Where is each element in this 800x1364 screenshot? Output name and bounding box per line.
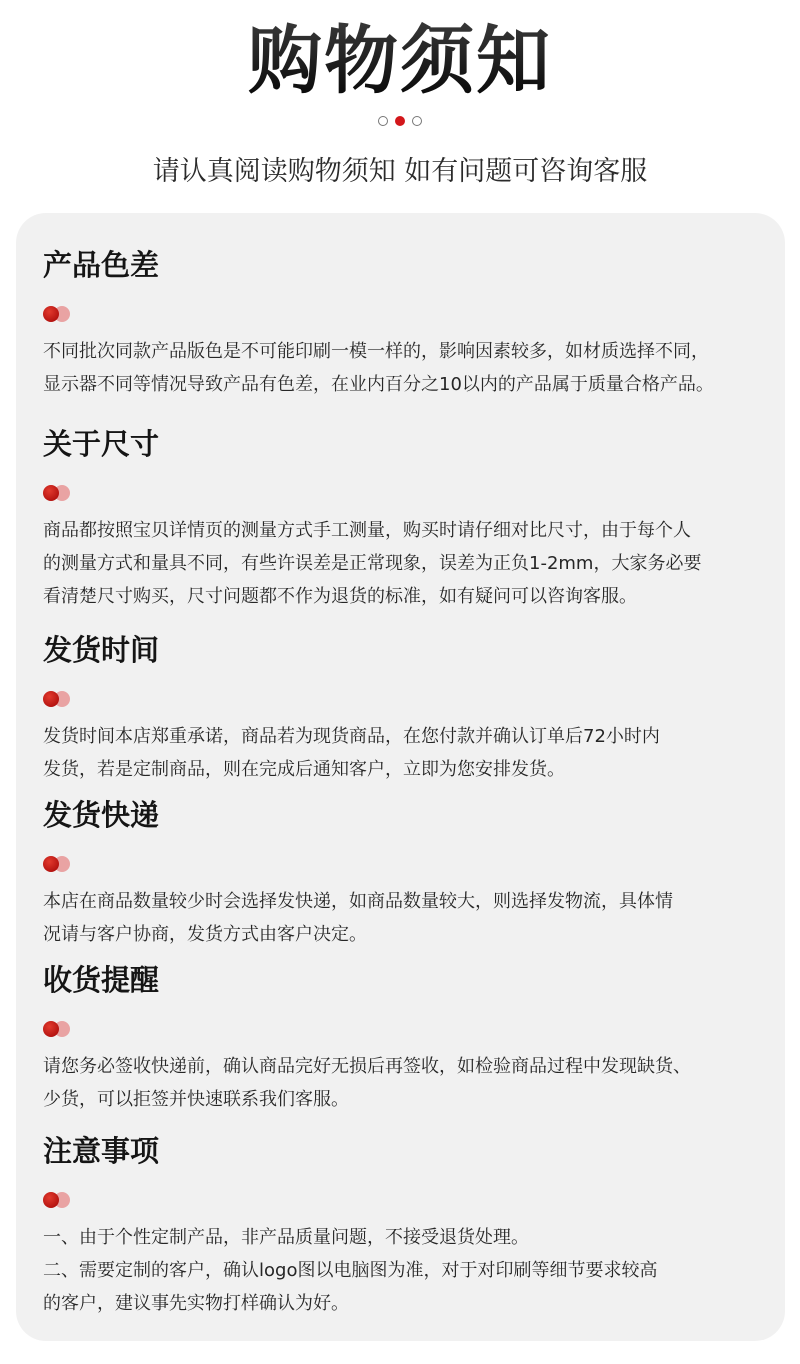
section-title: 发货时间 xyxy=(43,633,160,667)
bullet-dots-icon xyxy=(43,482,77,502)
section-line: 一、由于个性定制产品，非产品质量问题，不接受退货处理。 xyxy=(43,1227,529,1248)
pagination-dots xyxy=(0,116,800,128)
section-title: 产品色差 xyxy=(43,248,160,282)
section-body xyxy=(43,1050,763,1116)
section-line: 不同批次同款产品版色是不可能印刷一模一样的，影响因素较多，如材质选择不同， xyxy=(43,341,709,362)
page-subtitle: 请认真阅读购物须知 如有问题可咨询客服 xyxy=(152,156,648,187)
section-color-difference xyxy=(43,245,763,401)
section-line: 发货时间本店郑重承诺，商品若为现货商品，在您付款并确认订单后72小时内 xyxy=(43,726,660,747)
section-line: 看清楚尺寸购买，尺寸问题都不作为退货的标准，如有疑问可以咨询客服。 xyxy=(43,586,637,607)
pagination-dot xyxy=(378,116,388,126)
pagination-dot xyxy=(412,116,422,126)
section-size xyxy=(43,424,763,613)
section-express xyxy=(43,795,763,951)
section-title: 发货快递 xyxy=(43,798,160,832)
section-line: 发货，若是定制商品，则在完成后通知客户，立即为您安排发货。 xyxy=(43,759,565,780)
section-body xyxy=(43,335,763,401)
section-line: 本店在商品数量较少时会选择发快递，如商品数量较大，则选择发物流，具体情 xyxy=(43,891,673,912)
section-title: 注意事项 xyxy=(43,1134,160,1168)
section-line: 况请与客户协商，发货方式由客户决定。 xyxy=(43,924,367,945)
section-line: 商品都按照宝贝详情页的测量方式手工测量，购买时请仔细对比尺寸，由于每个人 xyxy=(43,520,691,541)
bullet-dots-icon xyxy=(43,853,77,873)
section-body xyxy=(43,1221,763,1320)
bullet-dots-icon xyxy=(43,1018,77,1038)
section-line: 请您务必签收快递前，确认商品完好无损后再签收，如检验商品过程中发现缺货、 xyxy=(43,1056,691,1077)
bullet-dots-icon xyxy=(43,303,77,323)
section-line: 少货，可以拒签并快速联系我们客服。 xyxy=(43,1089,349,1110)
bullet-dots-icon xyxy=(43,688,77,708)
section-body xyxy=(43,720,763,786)
section-body xyxy=(43,885,763,951)
section-line: 二、需要定制的客户，确认logo图以电脑图为准，对于对印刷等细节要求较高 xyxy=(43,1260,658,1281)
section-shipping-time xyxy=(43,630,763,786)
page-title: 购物须知 xyxy=(0,18,800,104)
bullet-dots-icon xyxy=(43,1189,77,1209)
section-line: 显示器不同等情况导致产品有色差，在业内百分之10以内的产品属于质量合格产品。 xyxy=(43,374,714,395)
section-title: 关于尺寸 xyxy=(43,427,160,461)
section-notes xyxy=(43,1131,763,1320)
pagination-dot-active xyxy=(395,116,405,126)
section-line: 的测量方式和量具不同，有些许误差是正常现象，误差为正负1-2mm，大家务必要 xyxy=(43,553,702,574)
section-receipt-reminder xyxy=(43,960,763,1116)
section-body xyxy=(43,514,763,613)
section-title: 收货提醒 xyxy=(43,963,160,997)
section-line: 的客户，建议事先实物打样确认为好。 xyxy=(43,1293,349,1314)
